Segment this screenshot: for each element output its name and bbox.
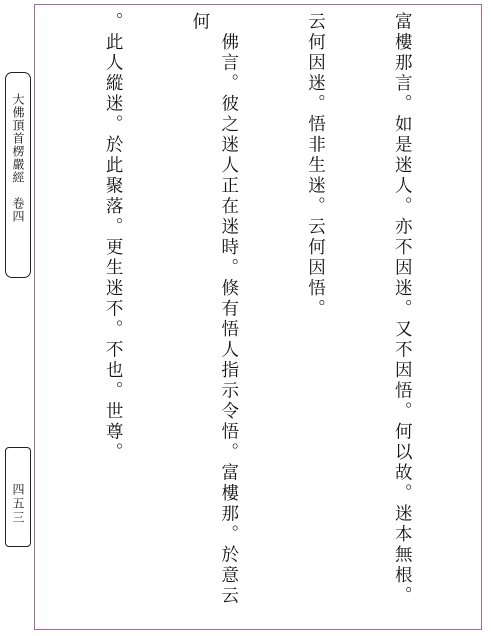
sutra-title-label bbox=[5, 72, 31, 278]
sutra-text-area bbox=[38, 12, 474, 624]
page-number-label bbox=[5, 447, 31, 547]
text-line: 。此人縱迷。於此聚落。更生迷不。不也。世尊。 bbox=[103, 12, 124, 463]
text-line: 富樓那言。如是迷人。亦不因迷。又不因悟。何以故。迷本無根。 bbox=[392, 12, 413, 607]
sutra-title-text: 大佛頂首楞嚴經 卷四 bbox=[11, 93, 25, 223]
text-line: 佛言。彼之迷人正在迷時。倏有悟人指示令悟。富樓那。於意云何 bbox=[189, 12, 239, 607]
text-line: 云何因迷。悟非生迷。云何因悟。 bbox=[305, 12, 326, 320]
page-number-text: 四五三 bbox=[11, 483, 25, 525]
text-line bbox=[38, 12, 40, 624]
